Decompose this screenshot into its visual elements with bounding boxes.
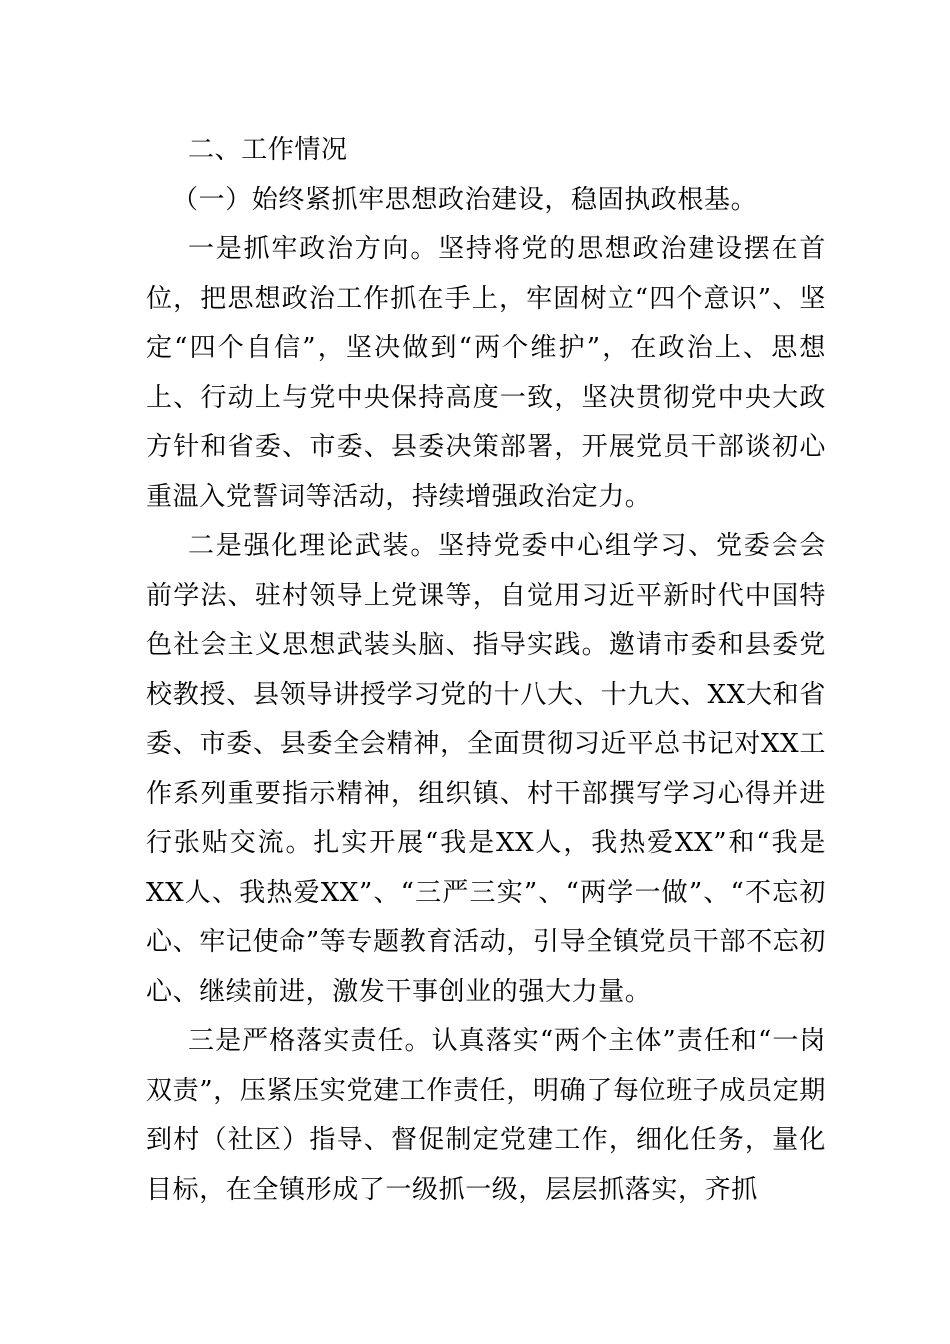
subsection-title: （一）始终紧抓牢思想政治建设，稳固执政根基。 (172, 184, 758, 215)
document-body (146, 126, 826, 1215)
paragraph-theory-study: 二是强化理论武装。坚持党委中心组学习、党委会会前学法、驻村领导上党课等，自觉用习近平新时代中国特色社会主义思想武装头脑、指导实践。邀请市委和县委党校教授、县领导讲授学习党的十八大、十九大、XX大和省委、市委、县委全会精神，全面贯彻习近平总书记对XX工作系列重要指示精神，组织镇、村干部撰写学习心得并进行张贴交流。扎实开展“我是XX人，我热爱XX”和“我是XX人、我热爱XX”、“三严三实”、“两学一做”、“不忘初心、牢记使命”等专题教育活动，引导全镇党员干部不忘初心、继续前进，激发干事创业的强大力量。 (146, 531, 826, 1007)
paragraph-responsibility: 三是严格落实责任。认真落实“两个主体”责任和“一岗双责”，压紧压实党建工作责任，明确了每位班子成员定期到村（社区）指导、督促制定党建工作，细化任务，量化目标，在全镇形成了一级抓一级，层层抓落实，齐抓 (146, 1026, 826, 1205)
paragraph-political-direction: 一是抓牢政治方向。坚持将党的思想政治建设摆在首位，把思想政治工作抓在手上，牢固树立“四个意识”、坚定“四个自信”，坚决做到“两个维护”，在政治上、思想上、行动上与党中央保持高度一致，坚决贯彻党中央大政方针和省委、市委、县委决策部署，开展党员干部谈初心重温入党誓词等活动，持续增强政治定力。 (146, 234, 826, 512)
section-title: 二、工作情况 (188, 135, 348, 165)
